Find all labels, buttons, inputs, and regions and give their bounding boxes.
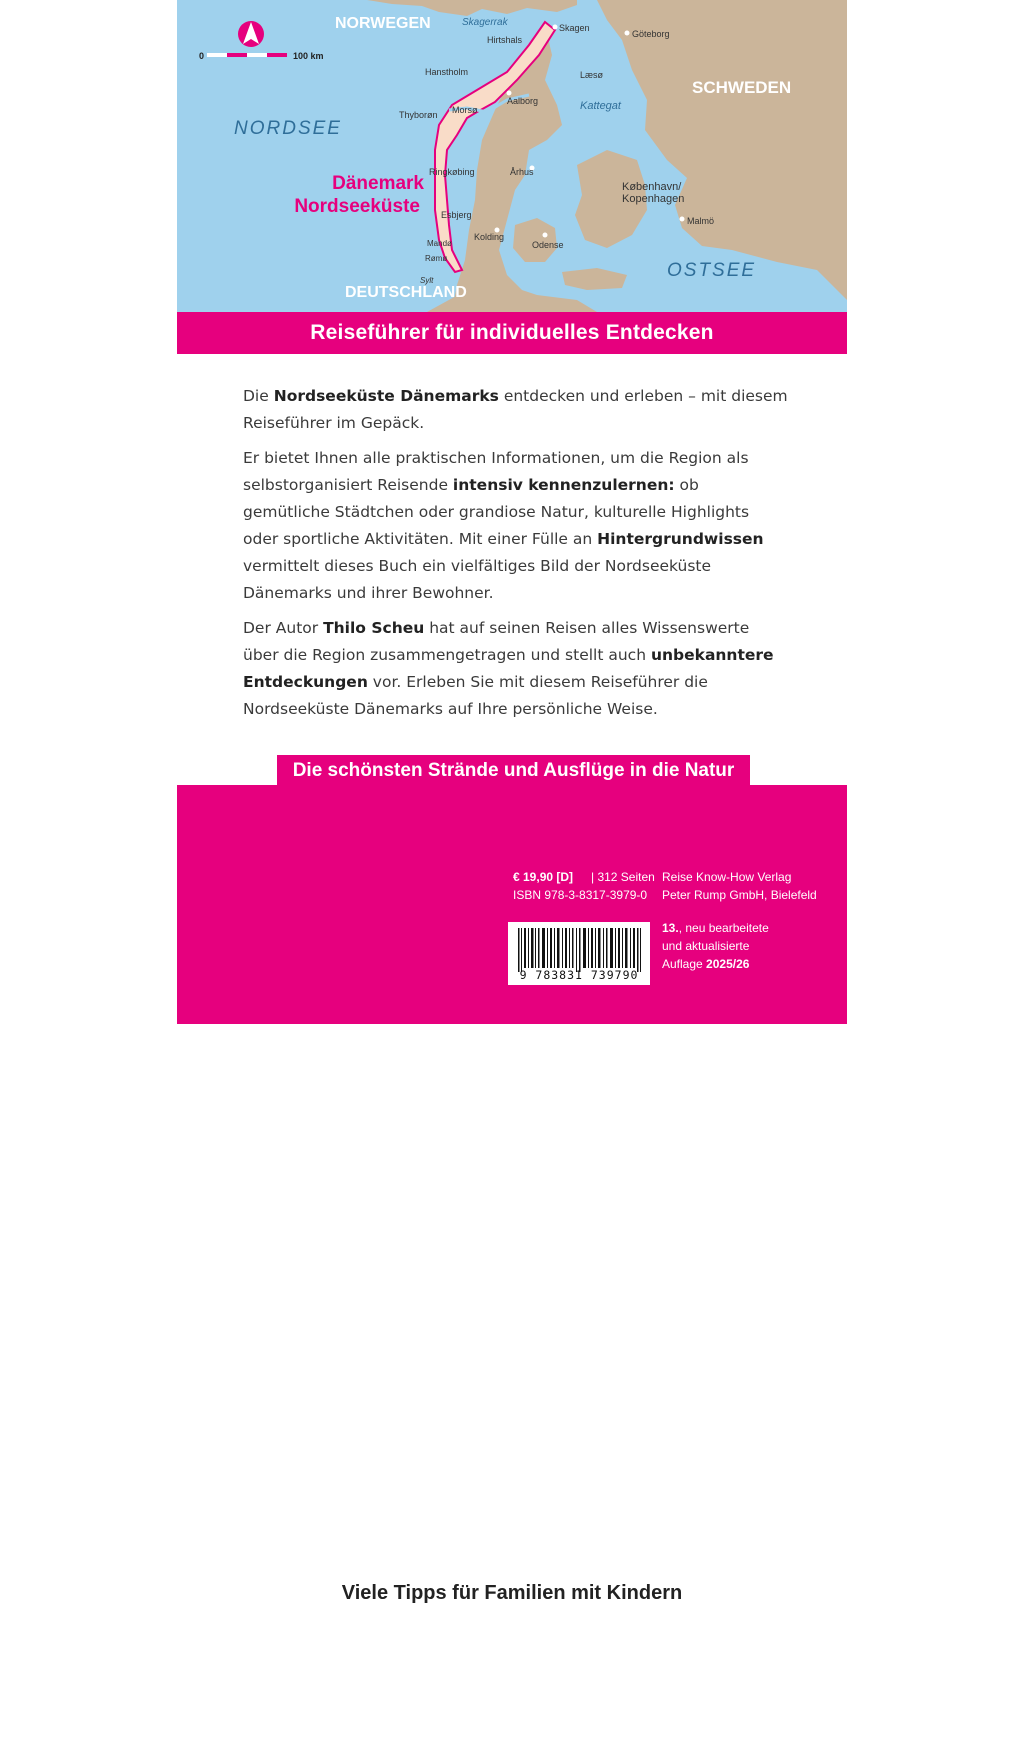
sweden-land <box>597 0 847 300</box>
town-kopenhagen: Kopenhagen <box>622 193 685 205</box>
scale-bar <box>207 53 287 57</box>
town-skagen: Skagen <box>559 23 590 33</box>
feature-item <box>245 1730 479 1748</box>
barcode-number: 9 783831 739790 <box>519 968 639 982</box>
map-area <box>177 0 847 312</box>
barcode-bars <box>508 926 650 974</box>
town-thyboron: Thyborøn <box>399 110 438 120</box>
checkbox-icon <box>245 1733 256 1744</box>
body-text: ob gemütliche Städtchen oder grandiose Natur, kulturelle Highlights oder sportliche Aktivitäten. Mit einer Fülle an <box>243 476 750 548</box>
emphasis-text: intensiv kennenzulernen: <box>452 476 675 494</box>
town-goteborg: Göteborg <box>632 29 670 39</box>
book-back-cover <box>177 0 847 1745</box>
feature-2-line-2-prefix: bis <box>265 1711 286 1726</box>
body-text: entdecken und erleben – mit diesem Reiseführer im Gepäck. <box>243 387 788 432</box>
town-laeso: Læsø <box>580 70 604 80</box>
edition-line-1 <box>662 920 769 938</box>
body-text: vor. Erleben Sie mit diesem Reiseführer die Nordseeküste Dänemarks auf Ihre persönliche Weise. <box>243 673 708 718</box>
scale-zero: 0 <box>199 51 205 61</box>
feature-2-line-1: Genießertipps von Fisch <box>265 1694 406 1708</box>
feature-list <box>235 1642 489 1762</box>
emphasis-text: Hintergrundwissen <box>597 530 764 548</box>
compass-icon <box>238 21 264 47</box>
town-esbjerg: Esbjerg <box>441 210 472 220</box>
norway-land <box>367 0 577 16</box>
label-norway: NORWEGEN <box>335 15 431 32</box>
barcode <box>508 922 650 985</box>
description-paragraph-2 <box>243 445 788 607</box>
emphasis-text: Thilo Scheu <box>323 619 425 637</box>
banner-top: Reiseführer für individuelles Entdecken <box>177 312 847 354</box>
scale-distance: 100 km <box>293 51 324 61</box>
town-arhus: Århus <box>510 167 534 177</box>
edition-year: 2025/26 <box>706 957 750 971</box>
emphasis-text: unbekanntere Entdeckungen <box>243 646 774 691</box>
label-skagerrak: Skagerrak <box>462 17 508 28</box>
feature-2-line-2-italic: smørrebrød <box>285 1711 354 1726</box>
price: € 19,90 [D] <box>513 870 574 884</box>
bottom-panel <box>177 785 847 1745</box>
edition-line-3 <box>662 956 749 974</box>
description-paragraph-1 <box>243 383 788 437</box>
description-paragraph-3 <box>243 615 788 723</box>
region-title-line2: Nordseeküste <box>294 196 420 217</box>
body-text: Die <box>243 387 274 405</box>
label-sweden: SCHWEDEN <box>692 78 792 97</box>
label-north-sea: NORDSEE <box>234 118 342 139</box>
body-text: Der Autor <box>243 619 324 637</box>
town-hirtshals: Hirtshals <box>487 35 523 45</box>
body-text: Er bietet Ihnen alle praktischen Informationen, um die Region als selbstorganisiert Reisende <box>243 449 749 494</box>
page-count: | 312 Seiten <box>591 870 655 884</box>
feature-item <box>245 1656 479 1691</box>
town-malmo: Malmö <box>687 216 715 226</box>
feature-1-line-2: Surfen, Radfahren und vieles mehr <box>265 1674 464 1689</box>
publisher-line-1: Reise Know-How Verlag <box>662 870 792 884</box>
region-title-line1: Dänemark <box>332 173 424 194</box>
town-mors: Morsø <box>452 105 478 115</box>
edition-line-2: und aktualisierte <box>662 939 750 953</box>
town-aalborg: Aalborg <box>507 96 539 106</box>
town-odense: Odense <box>532 240 564 250</box>
label-baltic: OSTSEE <box>667 260 757 281</box>
town-kolding: Kolding <box>474 232 505 242</box>
town-sylt: Sylt <box>420 276 434 285</box>
town-romo: Rømø <box>425 254 448 263</box>
town-mando: Mandø <box>427 239 452 248</box>
tagline-beaches: Die schönsten Strände und Ausflüge in die Natur <box>277 755 750 786</box>
town-kobenhavn: København/ <box>622 181 682 193</box>
edition-label: Auflage <box>662 957 707 971</box>
map-svg <box>177 0 847 312</box>
body-text: hat auf seinen Reisen alles Wissenswerte über die Region zusammengetragen und stellt auch <box>243 619 750 664</box>
checkbox-icon <box>245 1696 256 1707</box>
feature-1-line-1: Sport für alle: Angeln, Reiten, <box>265 1657 434 1671</box>
feature-item <box>245 1693 479 1728</box>
town-hanstholm: Hanstholm <box>425 67 469 77</box>
edition-number: 13. <box>662 921 679 935</box>
edition-text: , neu bearbeitete <box>678 921 769 935</box>
body-text: vermittelt dieses Buch ein vielfältiges Bild der Nordseeküste Dänemarks und ihrer Bewohner. <box>243 557 712 602</box>
feature-3: Kleine Sprachhilfe Dänisch <box>265 1731 420 1745</box>
description <box>243 383 788 731</box>
label-germany: DEUTSCHLAND <box>345 284 467 301</box>
lolland-land <box>562 268 627 290</box>
tagline-families: Viele Tipps für Familien mit Kindern <box>181 1572 843 1614</box>
emphasis-text: Nordseeküste Dänemarks <box>273 387 499 405</box>
label-kattegat: Kattegat <box>580 100 621 112</box>
checkbox-icon <box>245 1659 256 1670</box>
publisher-line-2: Peter Rump GmbH, Bielefeld <box>662 888 817 902</box>
town-ringkobing: Ringkøbing <box>429 167 475 177</box>
isbn: ISBN 978-3-8317-3979-0 <box>513 888 648 902</box>
